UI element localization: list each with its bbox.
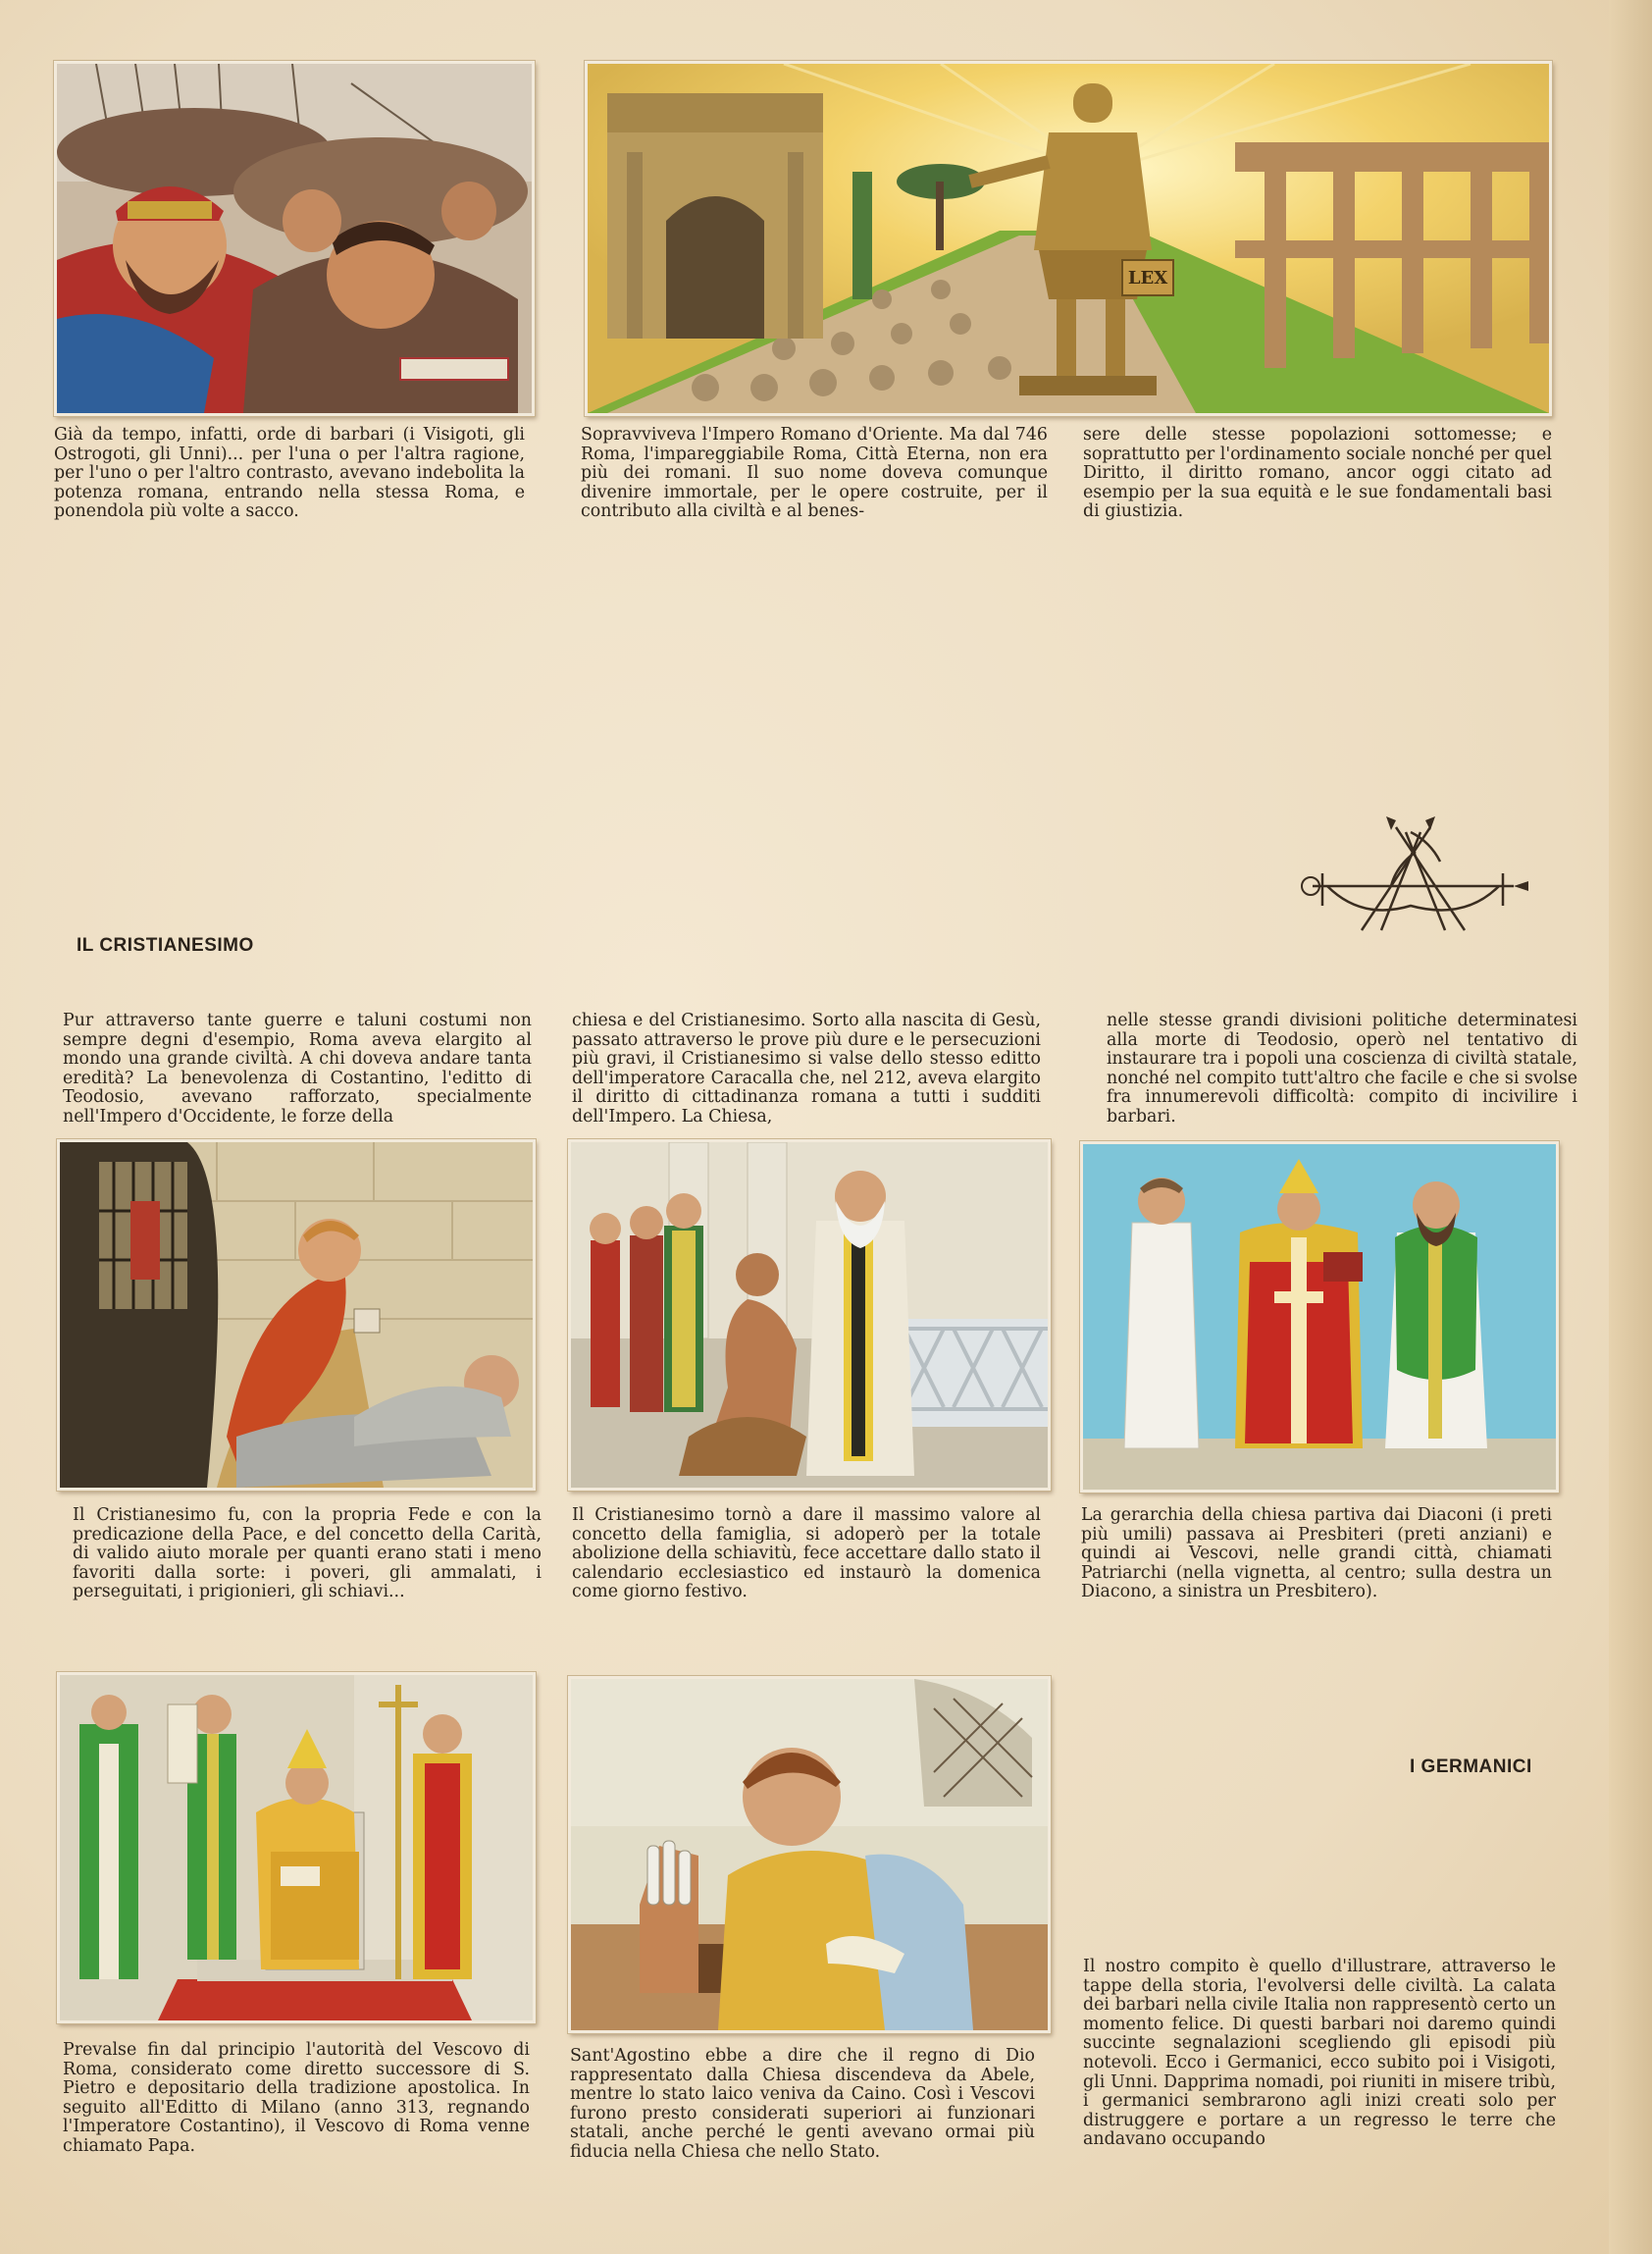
illustration-roman-arch-aqueduct	[585, 61, 1552, 416]
caption-slavery-abolition: Il Cristianesimo tornò a dare il massimo valore al concetto della famiglia, si adoperò per la totale abolizione della schiavitù, fece accettare dallo stato il calendario ecclesiastico ed instaurò la domenica come giorno festivo.	[572, 1505, 1041, 1602]
section-title-germanics: I GERMANICI	[1410, 1756, 1532, 1777]
christianity-text-col3: nelle stesse grandi divisioni politiche determinatesi alla morte di Teodosio, operò nel tentativo di instaurare tra i popoli una coscienza di civiltà statale, nonché nel compito tutt'altro che facile e che si svolse fra innumerevoli difficoltà: compito di incivilire i barbari.	[1107, 1011, 1577, 1127]
section-title-christianity: IL CRISTIANESIMO	[77, 935, 254, 956]
illustration-saint-augustine	[568, 1676, 1051, 2033]
christianity-text-col1: Pur attraverso tante guerre e taluni costumi non sempre degni d'esempio, Roma aveva elargito al mondo una grande civiltà. A chi doveva andare tanta eredità? La benevolenza di Costantino, l'editto di Teodosio, avevano rafforzato, specialmente nell'Impero d'Occidente, le forze della	[63, 1011, 532, 1127]
illustration-slave-freed	[568, 1139, 1051, 1491]
lex-plaque: LEX	[1127, 268, 1168, 288]
illustration-charity-prisoner	[57, 1139, 536, 1491]
caption-barbarians: Già da tempo, infatti, orde di barbari (i Visigoti, gli Ostrogoti, gli Unni)... per l'una o per l'altra ragione, per l'uno o per l'altro contrasto, avevano indebolita la potenza romana, entrando nella stessa Roma, e ponendola più volte a sacco.	[54, 425, 525, 522]
illustration-barbarian-horde	[54, 61, 535, 416]
crossed-spears-ornament-icon	[1293, 812, 1532, 940]
illustration-pope-enthroned	[57, 1672, 536, 2023]
caption-church-hierarchy: La gerarchia della chiesa partiva dai Diaconi (i preti più umili) passava ai Presbiteri (preti anziani) e quindi ai Vescovi, nelle grandi città, chiamati Patriarchi (nella vignetta, al centro; sulla destra un Diacono, a sinistra un Presbitero).	[1081, 1505, 1552, 1602]
caption-eastern-empire: Sopravviveva l'Impero Romano d'Oriente. Ma dal 746 Roma, l'impareggiabile Roma, Città Eterna, non era più dei romani. Il suo nome doveva comunque divenire immortale, per le opere costruite, per il contributo alla civiltà e al benes-	[581, 425, 1048, 522]
page-edge	[1609, 0, 1652, 2254]
germanics-text: Il nostro compito è quello d'illustrare, attraverso le tappe della storia, l'evolversi delle civiltà. La calata dei barbari nella civile Italia non rappresentò certo un momento felice. Di questi barbari noi daremo quindi succinte segnalazioni scegliendo gli episodi più notevoli. Ecco i Germanici, ecco subito poi i Visigoti, gli Unni. Dapprima nomadi, poi riuniti in misere tribù, i germanici sembrarono agli inizi creati solo per distruggere e portare a un regresso le terre che andavano occupando	[1083, 1957, 1556, 2150]
caption-pope-authority: Prevalse fin dal principio l'autorità del Vescovo di Roma, considerato come diretto successore di S. Pietro e depositario della tradizione apostolica. In seguito all'Editto di Milano (anno 313, regnando l'Imperatore Costantino), il Vescovo di Roma venne chiamato Papa.	[63, 2040, 530, 2156]
caption-roman-law: sere delle stesse popolazioni sottomesse; e soprattutto per l'ordinamento sociale nonché per quel Diritto, il diritto romano, ancor oggi citato ad esempio per la sua equità e le sue fondamentali basi di giustizia.	[1083, 425, 1552, 522]
christianity-text-col2: chiesa e del Cristianesimo. Sorto alla nascita di Gesù, passato attraverso le prove più dure e le persecuzioni più gravi, il Cristianesimo si valse dello stesso editto dell'imperatore Caracalla che, nel 212, aveva elargito il diritto di cittadinanza romana a tutti i sudditi dell'Impero. La Chiesa,	[572, 1011, 1041, 1127]
caption-charity: Il Cristianesimo fu, con la propria Fede e con la predicazione della Pace, e del concetto della Carità, di valido aiuto morale per quanti erano stati i meno favoriti dalla sorte: i poveri, gli ammalati, i perseguitati, i prigionieri, gli schiavi...	[73, 1505, 542, 1602]
caption-saint-augustine: Sant'Agostino ebbe a dire che il regno di Dio rappresentato dalla Chiesa discendeva da Abele, mentre lo stato laico veniva da Caino. Così i Vescovi furono presto considerati superiori ai funzionari statali, anche perché le genti avevano ormai più fiducia nella Chiesa che nello Stato.	[570, 2046, 1035, 2162]
illustration-church-hierarchy	[1080, 1141, 1559, 1493]
